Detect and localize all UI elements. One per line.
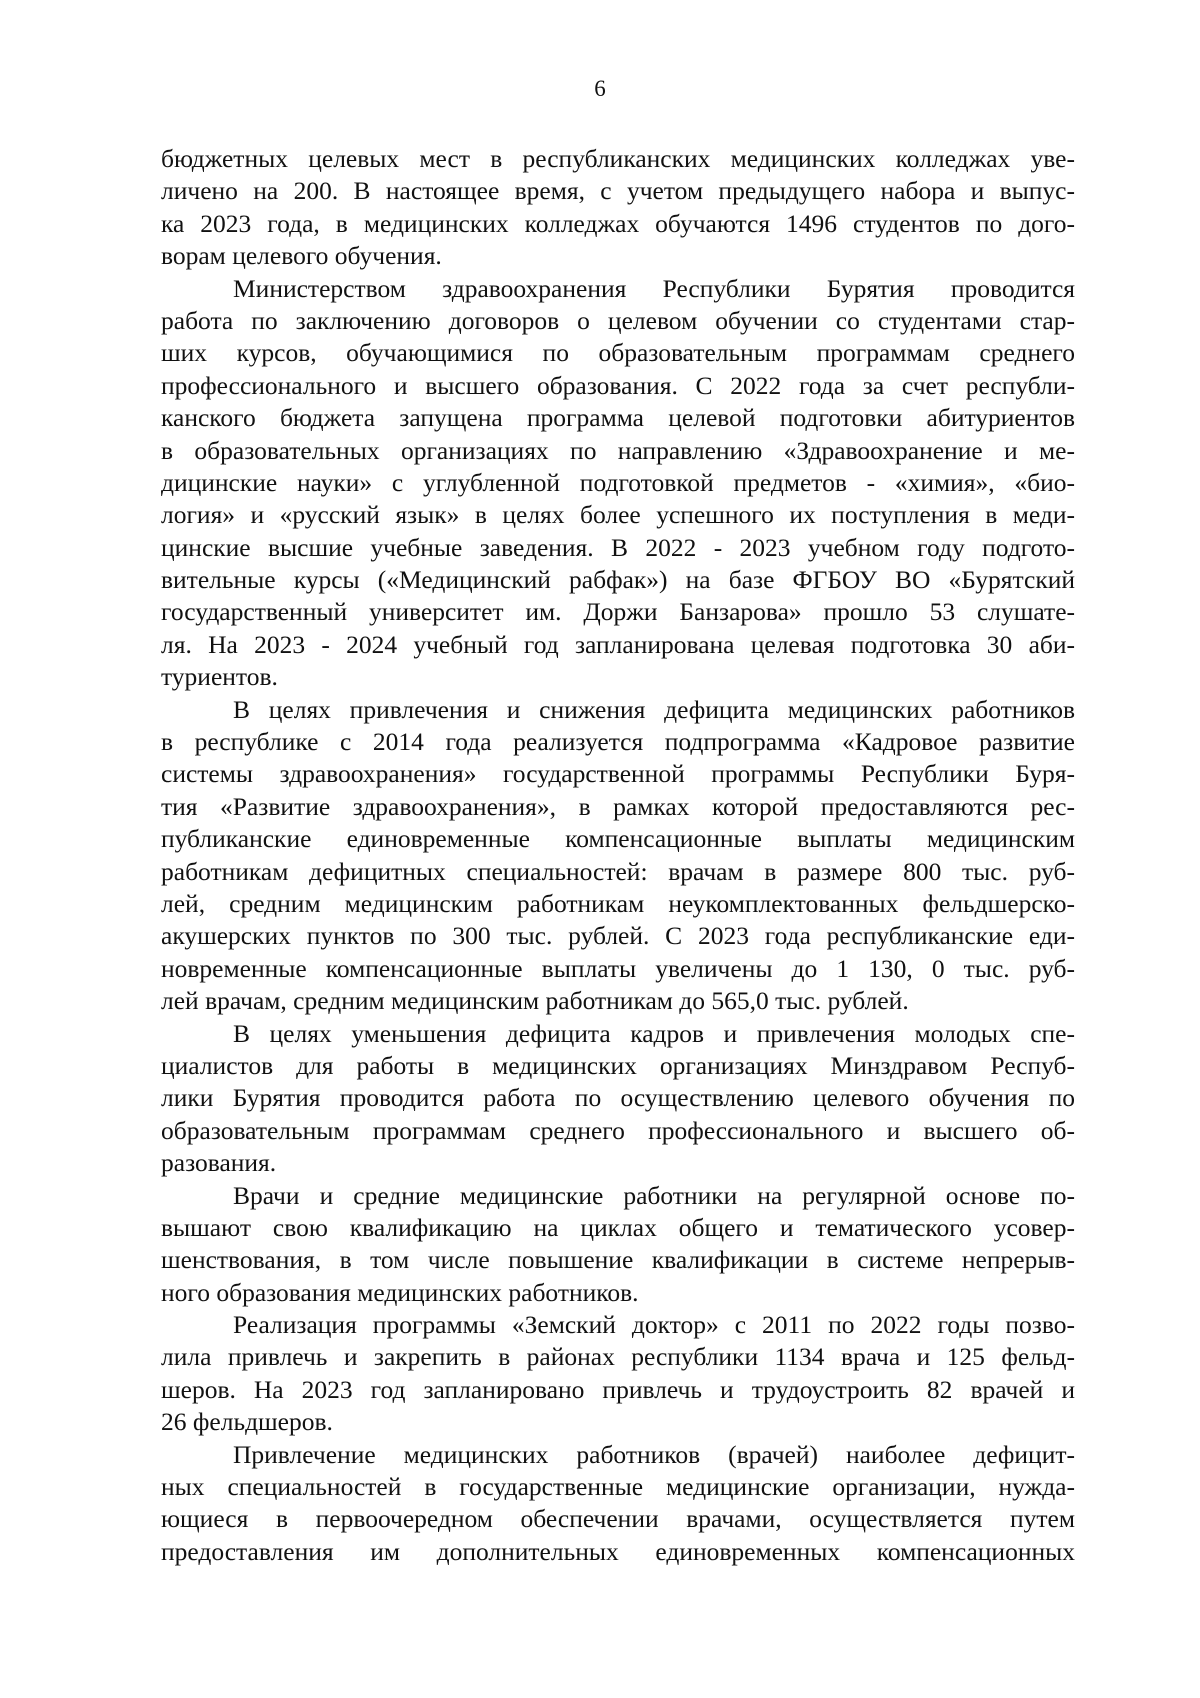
- text-line: новременные компенсационные выплаты увеличены до 1 130, 0 тыс. руб-: [161, 953, 1075, 983]
- text-line: В целях привлечения и снижения дефицита медицинских работников: [233, 694, 1075, 724]
- text-line: образовательным программам среднего профессионального и высшего об-: [161, 1115, 1075, 1145]
- text-line: государственный университет им. Доржи Банзарова» прошло 53 слушате-: [161, 597, 1075, 627]
- text-line: лей врачам, средним медицинским работникам до 565,0 тыс. рублей.: [161, 986, 909, 1016]
- text-line: разования.: [161, 1148, 277, 1178]
- text-line: тия «Развитие здравоохранения», в рамках которой предоставляются рес-: [161, 791, 1075, 821]
- text-line: Реализация программы «Земский доктор» с 2011 по 2022 годы позво-: [233, 1310, 1075, 1340]
- text-line: канского бюджета запущена программа целевой подготовки абитуриентов: [161, 403, 1075, 433]
- text-line: В целях уменьшения дефицита кадров и привлечения молодых спе-: [233, 1018, 1075, 1048]
- paragraph: [161, 1309, 1075, 1439]
- text-line: шеров. На 2023 год запланировано привлечь и трудоустроить 82 врачей и: [161, 1374, 1075, 1404]
- text-line: циалистов для работы в медицинских организациях Минздравом Респуб-: [161, 1050, 1075, 1080]
- paragraph: [161, 694, 1075, 1018]
- text-line: работа по заключению договоров о целевом обучении со студентами стар-: [161, 305, 1075, 335]
- text-line: туриентов.: [161, 662, 278, 692]
- text-line: ных специальностей в государственные медицинские организации, нужда-: [161, 1472, 1075, 1502]
- text-line: профессионального и высшего образования. С 2022 года за счет республи-: [161, 370, 1075, 400]
- text-line: ка 2023 года, в медицинских колледжах обучаются 1496 студентов по дого-: [161, 208, 1075, 238]
- text-line: ющиеся в первоочередном обеспечении врачами, осуществляется путем: [161, 1504, 1075, 1534]
- text-line: 26 фельдшеров.: [161, 1407, 333, 1437]
- text-line: предоставления им дополнительных единовременных компенсационных: [161, 1536, 1075, 1566]
- text-line: ших курсов, обучающимися по образовательным программам среднего: [161, 338, 1075, 368]
- paragraph: [161, 143, 1075, 273]
- text-line: дицинские науки» с углубленной подготовкой предметов - «химия», «био-: [161, 467, 1075, 497]
- paragraph: [161, 1439, 1075, 1569]
- text-line: лей, средним медицинским работникам неукомплектованных фельдшерско-: [161, 888, 1075, 918]
- text-line: шенствования, в том числе повышение квалификации в системе непрерыв-: [161, 1245, 1075, 1275]
- text-line: цинские высшие учебные заведения. В 2022 - 2023 учебном году подгото-: [161, 532, 1075, 562]
- paragraph: [161, 1018, 1075, 1180]
- text-line: лики Бурятия проводится работа по осуществлению целевого обучения по: [161, 1083, 1075, 1113]
- text-line: работникам дефицитных специальностей: врачам в размере 800 тыс. руб-: [161, 856, 1075, 886]
- text-line: ля. На 2023 - 2024 учебный год запланирована целевая подготовка 30 аби-: [161, 629, 1075, 659]
- text-line: Привлечение медицинских работников (врачей) наиболее дефицит-: [233, 1439, 1075, 1469]
- document-body: [161, 143, 1075, 1568]
- text-line: вительные курсы («Медицинский рабфак») на базе ФГБОУ ВО «Бурятский: [161, 565, 1075, 595]
- text-line: акушерских пунктов по 300 тыс. рублей. С 2023 года республиканские еди-: [161, 921, 1075, 951]
- text-line: в образовательных организациях по направлению «Здравоохранение и ме-: [161, 435, 1075, 465]
- text-line: лила привлечь и закрепить в районах республики 1134 врача и 125 фельд-: [161, 1342, 1075, 1372]
- text-line: в республике с 2014 года реализуется подпрограмма «Кадровое развитие: [161, 727, 1075, 757]
- text-line: публиканские единовременные компенсационные выплаты медицинским: [161, 824, 1075, 854]
- text-line: бюджетных целевых мест в республиканских медицинских колледжах уве-: [161, 144, 1075, 173]
- text-line: вышают свою квалификацию на циклах общего и тематического усовер-: [161, 1212, 1075, 1242]
- text-line: системы здравоохранения» государственной программы Республики Буря-: [161, 759, 1075, 789]
- text-line: личено на 200. В настоящее время, с учетом предыдущего набора и выпус-: [161, 176, 1075, 206]
- text-line: логия» и «русский язык» в целях более успешного их поступления в меди-: [161, 500, 1075, 530]
- text-line: ного образования медицинских работников.: [161, 1277, 639, 1307]
- text-line: Министерством здравоохранения Республики Бурятия проводится: [233, 273, 1075, 303]
- paragraph: [161, 1180, 1075, 1310]
- text-line: Врачи и средние медицинские работники на регулярной основе по-: [233, 1180, 1075, 1210]
- page-number: 6: [594, 76, 606, 101]
- text-line: ворам целевого обучения.: [161, 241, 442, 271]
- paragraph: [161, 273, 1075, 694]
